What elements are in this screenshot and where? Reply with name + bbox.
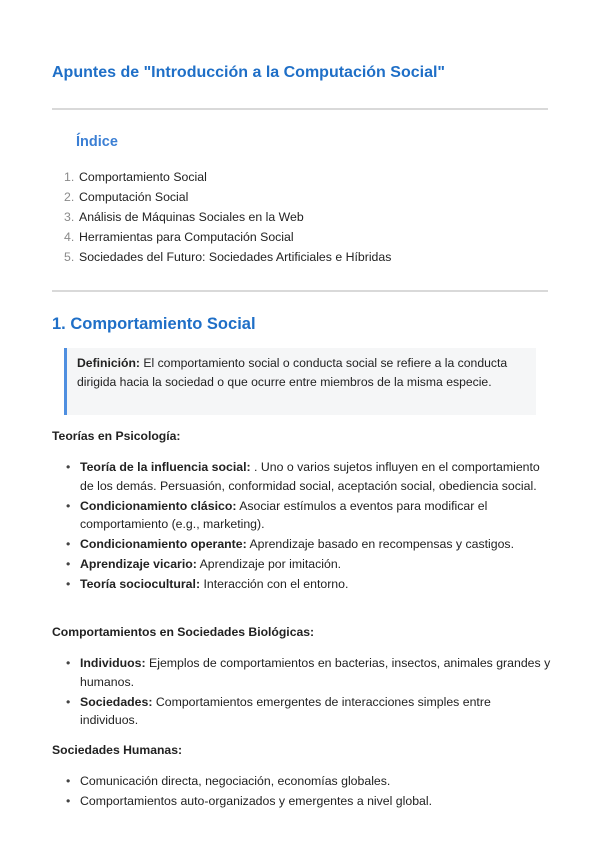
- toc-item[interactable]: [64, 167, 391, 187]
- list-item: [66, 654, 552, 691]
- psychology-list: [66, 458, 552, 595]
- toc-item-label: Comportamiento Social: [79, 170, 207, 184]
- list-item: [66, 535, 552, 554]
- list-item: [66, 458, 552, 495]
- item-term: Condicionamiento clásico:: [80, 498, 237, 513]
- bullet-icon: •: [66, 694, 71, 709]
- item-text: Ejemplos de comportamientos en bacterias, insectos, animales grandes y humanos.: [80, 656, 551, 689]
- toc-item[interactable]: [64, 207, 391, 227]
- list-item: [66, 575, 552, 594]
- list-item: [66, 792, 552, 811]
- bullet-icon: •: [66, 577, 71, 591]
- definition-callout: [64, 348, 536, 415]
- bullet-icon: •: [66, 460, 71, 474]
- bullet-icon: •: [66, 774, 71, 788]
- toc-item[interactable]: [64, 187, 391, 207]
- toc-item-number: 1.: [64, 170, 75, 184]
- subheading-biological: Comportamientos en Sociedades Biológicas:: [52, 625, 315, 639]
- callout-text: El comportamiento social o conducta social se refiere a la conducta dirigida hacia la sociedad o que ocurre entre miembros de la misma especie.: [77, 356, 508, 389]
- list-item: [66, 555, 552, 574]
- list-item: [66, 772, 552, 791]
- item-text: . Uno o varios sujetos influyen en el comportamiento de los demás. Persuasión, conformidad social, aceptación social, obediencia social.: [80, 460, 540, 493]
- subheading-psychology: Teorías en Psicología:: [52, 429, 181, 443]
- bullet-icon: •: [66, 498, 71, 513]
- toc-heading: Índice: [76, 134, 118, 150]
- bullet-icon: •: [66, 794, 71, 808]
- divider: [52, 108, 548, 110]
- toc-item-number: 3.: [64, 210, 75, 224]
- divider: [52, 290, 548, 292]
- bullet-icon: •: [66, 537, 71, 551]
- toc-item[interactable]: [64, 247, 391, 267]
- subheading-human: Sociedades Humanas:: [52, 743, 183, 757]
- item-term: Individuos:: [80, 656, 146, 670]
- item-text: Aprendizaje por imitación.: [196, 557, 342, 571]
- list-item: [66, 693, 552, 730]
- document-title: Apuntes de "Introducción a la Computación Social": [52, 64, 445, 81]
- section-title: 1. Comportamiento Social: [52, 315, 256, 333]
- human-list: [66, 772, 552, 812]
- toc-item-label: Análisis de Máquinas Sociales en la Web: [79, 210, 304, 224]
- list-item: [66, 497, 552, 534]
- item-text: Asociar estímulos a eventos para modificar el comportamiento (e.g., marketing).: [80, 498, 488, 531]
- item-term: Teoría sociocultural:: [80, 577, 201, 591]
- bullet-icon: •: [66, 656, 71, 670]
- item-text: Comunicación directa, negociación, economías globales.: [80, 774, 391, 788]
- item-term: Sociedades:: [80, 694, 153, 709]
- toc-item-label: Computación Social: [79, 190, 189, 204]
- biological-list: [66, 654, 552, 731]
- item-term: Condicionamiento operante:: [80, 537, 247, 551]
- item-text: Comportamientos auto-organizados y emergentes a nivel global.: [80, 794, 433, 808]
- bullet-icon: •: [66, 557, 71, 571]
- toc-item-number: 5.: [64, 250, 75, 264]
- toc-item[interactable]: [64, 227, 391, 247]
- toc-item-label: Herramientas para Computación Social: [79, 230, 294, 244]
- item-text: Interacción con el entorno.: [200, 577, 349, 591]
- item-term: Aprendizaje vicario:: [80, 557, 197, 571]
- callout-term: Definición:: [77, 356, 140, 370]
- item-text: Comportamientos emergentes de interacciones simples entre individuos.: [80, 694, 491, 727]
- item-text: Aprendizaje basado en recompensas y castigos.: [246, 537, 514, 551]
- toc-item-number: 4.: [64, 230, 75, 244]
- toc-item-number: 2.: [64, 190, 75, 204]
- toc-list: [64, 167, 391, 267]
- toc-item-label: Sociedades del Futuro: Sociedades Artificiales e Híbridas: [79, 250, 392, 264]
- item-term: Teoría de la influencia social:: [80, 460, 251, 474]
